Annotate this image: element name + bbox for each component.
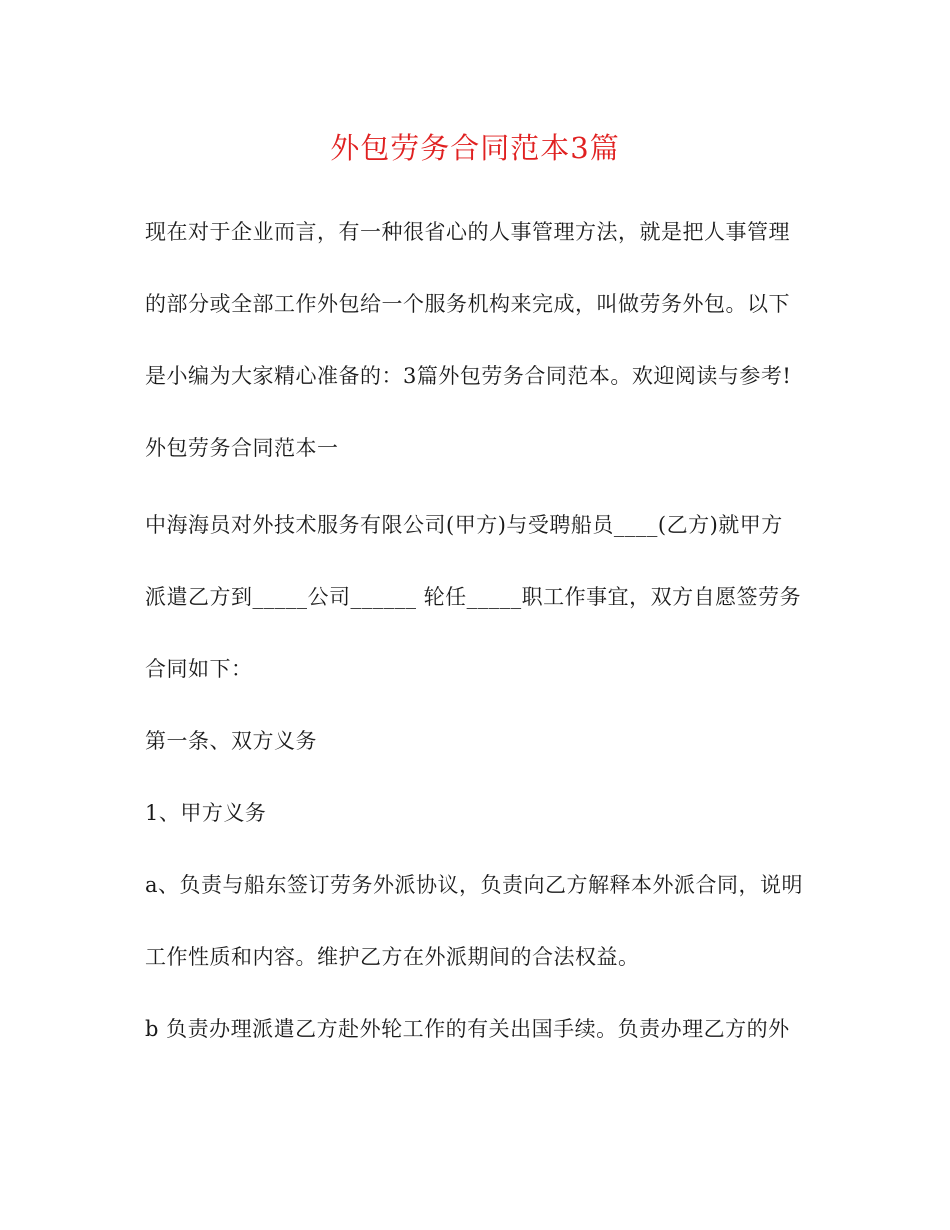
paragraph-line: 工作性质和内容。维护乙方在外派期间的合法权益。 xyxy=(145,945,640,969)
document-title: 外包劳务合同范本3篇 xyxy=(330,131,620,165)
paragraph-line: 是小编为大家精心准备的：3篇外包劳务合同范本。欢迎阅读与参考! xyxy=(145,364,792,388)
article-heading: 第一条、双方义务 xyxy=(145,729,317,753)
paragraph-line: b 负责办理派遣乙方赴外轮工作的有关出国手续。负责办理乙方的外 xyxy=(145,1017,790,1041)
paragraph-line: a、负责与船东签订劳务外派协议，负责向乙方解释本外派合同，说明 xyxy=(145,873,804,897)
paragraph-line: 现在对于企业而言，有一种很省心的人事管理方法，就是把人事管理 xyxy=(145,220,790,244)
paragraph-line: 中海海员对外技术服务有限公司(甲方)与受聘船员____(乙方)就甲方 xyxy=(145,513,783,537)
paragraph-line: 的部分或全部工作外包给一个服务机构来完成，叫做劳务外包。以下 xyxy=(145,292,790,316)
clause-heading: 1、甲方义务 xyxy=(145,801,267,825)
paragraph-line: 派遣乙方到_____公司______ 轮任_____职工作事宜，双方自愿签劳务 xyxy=(145,585,802,609)
section-heading: 外包劳务合同范本一 xyxy=(145,436,339,460)
paragraph-line: 合同如下： xyxy=(145,657,253,681)
